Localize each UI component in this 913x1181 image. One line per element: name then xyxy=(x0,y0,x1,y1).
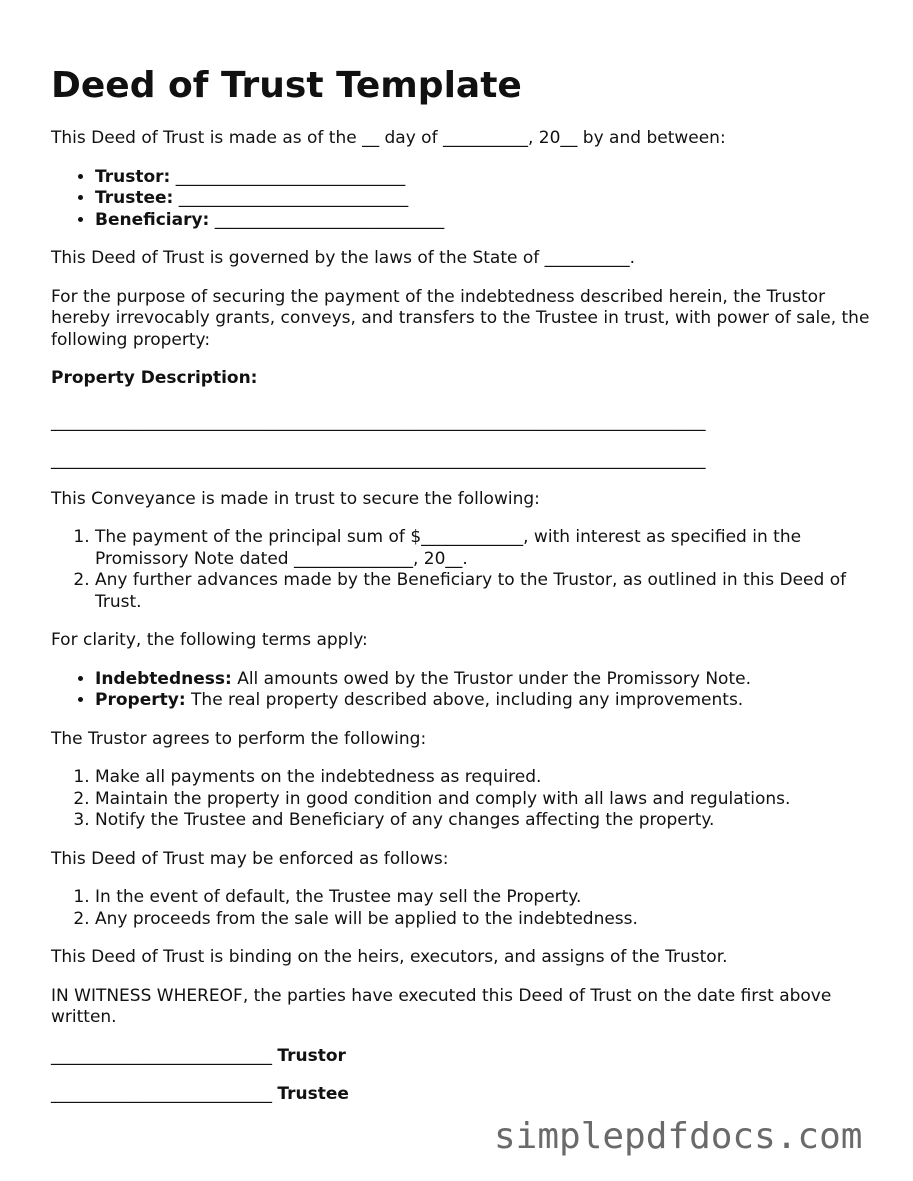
witness-paragraph: IN WITNESS WHEREOF, the parties have executed this Deed of Trust on the date first above written. xyxy=(51,985,832,1027)
terms-list xyxy=(51,669,871,712)
obligations-intro: The Trustor agrees to perform the following: xyxy=(51,728,427,749)
signature-role: Trustor xyxy=(277,1045,346,1066)
governing-law-paragraph: This Deed of Trust is governed by the laws of the State of __________. xyxy=(51,248,636,268)
signature-blank: __________________________ xyxy=(51,1084,272,1104)
party-blank: ___________________________ xyxy=(178,188,409,208)
party-blank: ___________________________ xyxy=(175,166,406,187)
property-blank-line: _____________________________________________________________________________ xyxy=(51,411,706,432)
party-label: Beneficiary: xyxy=(95,209,210,230)
intro-paragraph: This Deed of Trust is made as of the __ day of __________, 20__ by and between: xyxy=(51,128,726,148)
grant-paragraph: For the purpose of securing the payment of the indebtedness described herein, the Trustor hereby irrevocably grants, conveys, and transfers to the Trustee in trust, with power of sale, the following property: xyxy=(51,286,870,350)
list-item: 2. Maintain the property in good condition and comply with all laws and regulations. xyxy=(95,789,871,811)
secured-items-list xyxy=(51,527,871,613)
signature-line-trustor xyxy=(51,1046,871,1068)
term-item-property xyxy=(95,690,871,712)
signature-blank: __________________________ xyxy=(51,1045,272,1066)
binding-paragraph: This Deed of Trust is binding on the heirs, executors, and assigns of the Trustor. xyxy=(51,947,728,967)
list-item: 3. Notify the Trustee and Beneficiary of any changes affecting the property. xyxy=(95,810,871,832)
terms-intro: For clarity, the following terms apply: xyxy=(51,630,368,650)
term-item-indebtedness xyxy=(95,669,871,691)
list-item: 1. Make all payments on the indebtedness as required. xyxy=(95,767,871,789)
party-item-beneficiary xyxy=(95,210,871,232)
list-item: 2. Any proceeds from the sale will be applied to the indebtedness. xyxy=(95,909,871,931)
term-definition: All amounts owed by the Trustor under the Promissory Note. xyxy=(231,668,751,689)
list-item: 2. Any further advances made by the Beneficiary to the Trustor, as outlined in this Deed of Trust. xyxy=(95,570,871,613)
signature-role: Trustee xyxy=(277,1084,349,1104)
conveyance-intro: This Conveyance is made in trust to secure the following: xyxy=(51,488,540,509)
term-label: Property: xyxy=(95,690,186,710)
term-definition: The real property described above, including any improvements. xyxy=(185,690,744,710)
property-blank-line: _____________________________________________________________________________ xyxy=(51,450,706,470)
property-description-heading: Property Description: xyxy=(51,368,258,388)
watermark-text: simplepdfdocs.com xyxy=(494,1116,863,1157)
party-label: Trustor: xyxy=(95,166,171,187)
term-label: Indebtedness: xyxy=(95,668,232,689)
enforcement-intro: This Deed of Trust may be enforced as follows: xyxy=(51,848,449,869)
signature-line-trustee xyxy=(51,1084,871,1106)
party-label: Trustee: xyxy=(95,188,174,208)
list-item: 1. In the event of default, the Trustee may sell the Property. xyxy=(95,887,871,909)
obligations-list xyxy=(51,767,871,832)
enforcement-list xyxy=(51,887,871,930)
party-item-trustee xyxy=(95,188,871,210)
document-title: Deed of Trust Template xyxy=(51,65,522,106)
list-item: 1. The payment of the principal sum of $____________, with interest as specified in the Promissory Note dated ______________, 20__. xyxy=(95,527,871,570)
party-item-trustor xyxy=(95,167,871,189)
document-page xyxy=(51,58,871,1123)
parties-list xyxy=(51,167,871,232)
party-blank: ___________________________ xyxy=(214,209,445,230)
